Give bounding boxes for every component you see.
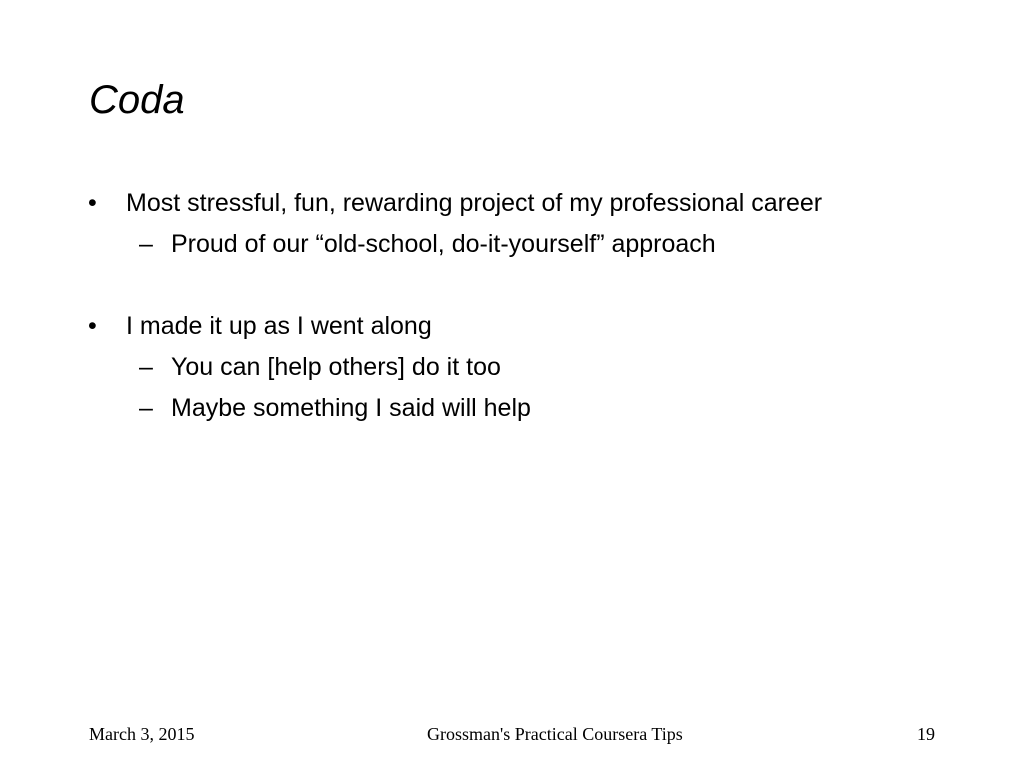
sub-bullet-text: Proud of our “old-school, do-it-yourself” approach	[171, 230, 716, 258]
bullet-text: I made it up as I went along	[126, 312, 432, 340]
page-number: 19	[917, 724, 935, 744]
slide-title: Coda	[89, 78, 185, 122]
sub-bullet-marker: –	[139, 353, 153, 381]
bullet-marker: •	[88, 312, 97, 340]
bullet-marker: •	[88, 189, 97, 217]
sub-bullet-text: You can [help others] do it too	[171, 353, 501, 381]
bullet-text: Most stressful, fun, rewarding project of my professional career	[126, 189, 823, 217]
sub-bullet-marker: –	[139, 230, 153, 258]
footer-date: March 3, 2015	[89, 724, 195, 744]
footer-title: Grossman's Practical Coursera Tips	[427, 724, 683, 744]
sub-bullet-marker: –	[139, 394, 153, 422]
sub-bullet-text: Maybe something I said will help	[171, 394, 531, 422]
